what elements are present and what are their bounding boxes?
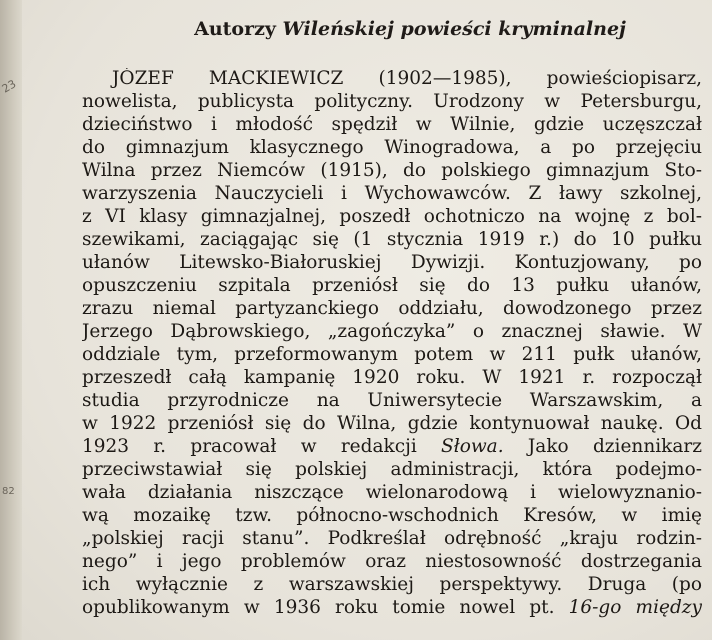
section-heading bbox=[130, 18, 690, 40]
text-line bbox=[82, 459, 702, 482]
text-line bbox=[82, 436, 702, 459]
text-line-pre: „polskiej racji stanu”. Podkreślał odrębność „kraju rodzin- bbox=[82, 528, 702, 549]
text-line bbox=[82, 321, 702, 344]
text-line bbox=[82, 574, 702, 597]
text-line-pre: studia przyrodnicze na Uniwersytecie Warszawskim, a bbox=[82, 390, 702, 411]
left-page-mark-bottom: 82 bbox=[2, 486, 15, 497]
text-line bbox=[82, 551, 702, 574]
text-line-pre: oddziale tym, przeformowanym potem w 211 pułk ułanów, bbox=[82, 344, 702, 365]
body-paragraph bbox=[82, 68, 702, 620]
text-line bbox=[82, 367, 702, 390]
left-page-mark-top: 23 bbox=[0, 77, 19, 96]
text-line-pre: ułanów Litewsko-Białoruskiej Dywizji. Kontuzjowany, po bbox=[82, 252, 702, 273]
text-line-pre: wała działania niszczące wielonarodową i wielowyznanio- bbox=[82, 482, 702, 503]
text-line bbox=[82, 252, 702, 275]
text-line-pre: szewikami, zaciągając się (1 stycznia 1919 r.) do 10 pułku bbox=[82, 229, 702, 250]
text-line-pre: przeszedł całą kampanię 1920 roku. W 1921 r. rozpoczął bbox=[82, 367, 702, 388]
text-line-pre: wą mozaikę tzw. północno-wschodnich Kresów, w imię bbox=[82, 505, 702, 526]
text-line bbox=[82, 482, 702, 505]
left-page-edge bbox=[0, 0, 22, 640]
text-line-it: 16-go między bbox=[568, 597, 702, 618]
text-line-pre: nowelista, publicysta polityczny. Urodzony w Petersburgu, bbox=[82, 91, 702, 112]
text-line-pre: JÓZEF MACKIEWICZ (1902—1985), powieściopisarz, bbox=[112, 68, 702, 89]
text-line bbox=[82, 528, 702, 551]
text-line bbox=[82, 68, 702, 91]
text-line bbox=[82, 206, 702, 229]
text-line-pre: Wilna przez Niemców (1915), do polskiego gimnazjum Sto- bbox=[82, 160, 702, 181]
text-line bbox=[82, 505, 702, 528]
right-page bbox=[22, 0, 712, 640]
text-line bbox=[82, 160, 702, 183]
text-line bbox=[82, 229, 702, 252]
text-line-pre: opuszczeniu szpitala przeniósł się do 13 pułku ułanów, bbox=[82, 275, 702, 296]
text-line-pre: w 1922 przeniósł się do Wilna, gdzie kontynuował naukę. Od bbox=[82, 413, 702, 434]
text-line-pre: nego” i jego problemów oraz niestosowność dostrzegania bbox=[82, 551, 702, 572]
text-line-post: Jako dziennikarz bbox=[503, 436, 702, 457]
text-line-pre: do gimnazjum klasycznego Winogradowa, a po przejęciu bbox=[82, 137, 702, 158]
heading-prefix: Autorzy bbox=[194, 18, 283, 40]
text-line-pre: przeciwstawiał się polskiej administracji, która podejmo- bbox=[82, 459, 702, 480]
text-line bbox=[82, 137, 702, 160]
text-line bbox=[82, 344, 702, 367]
text-line-it: Słowa. bbox=[441, 436, 504, 457]
heading-italic-title: Wileńskiej powieści kryminalnej bbox=[282, 18, 626, 40]
text-line bbox=[82, 91, 702, 114]
text-line-pre: warzyszenia Nauczycieli i Wychowawców. Z ławy szkolnej, bbox=[82, 183, 702, 204]
text-line-pre: dzieciństwo i młodość spędził w Wilnie, gdzie uczęszczał bbox=[82, 114, 702, 135]
text-line bbox=[82, 597, 702, 620]
text-line-pre: zrazu niemal partyzanckiego oddziału, dowodzonego przez bbox=[82, 298, 702, 319]
text-line bbox=[82, 413, 702, 436]
text-line bbox=[82, 275, 702, 298]
text-line bbox=[82, 183, 702, 206]
text-line-pre: opublikowanym w 1936 roku tomie nowel pt. bbox=[82, 597, 569, 618]
text-line bbox=[82, 298, 702, 321]
text-line-pre: 1923 r. pracował w redakcji bbox=[82, 436, 442, 457]
text-line bbox=[82, 114, 702, 137]
text-line-pre: Jerzego Dąbrowskiego, „zagończyka” o znacznej sławie. W bbox=[82, 321, 702, 342]
text-line-pre: ich wyłącznie z warszawskiej perspektywy. Druga (po bbox=[82, 574, 702, 595]
text-line bbox=[82, 390, 702, 413]
text-line-pre: z VI klasy gimnazjalnej, poszedł ochotniczo na wojnę z bol- bbox=[82, 206, 702, 227]
